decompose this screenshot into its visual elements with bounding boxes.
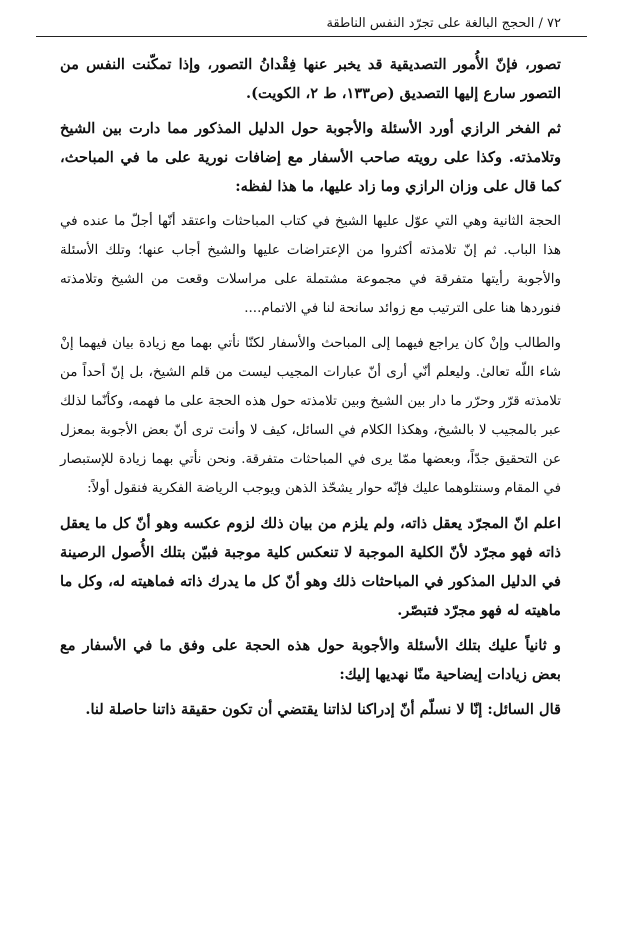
header-separator: /	[534, 16, 548, 31]
paragraph-3: اعلم انّ المجرّد يعقل ذاته، ولم يلزم من بيان ذلك لزوم عكسه وهو أنّ كل ما يعقل ذاته فهو مجرّد لأنّ الكلية الموجبة لا تنعكس كلية موجبة فبيّن بتلك الأُصول الرصينة في الدليل المذكور في المباحثات ذلك وهو أنّ كل ما يدرك ذاته فماهيته له، وكل ما ماهيته له فهو مجرّد فتبصّر.	[60, 515, 561, 619]
paragraph-1: تصور، فإنّ الأُمور التصديقية قد يخبر عنها فِقْدانُ التصور، وإذا تمكّنت النفس من التصور سارع إليها التصديق (ص١٣٣، ط ٢، الكويت).	[60, 56, 561, 102]
paragraph-4: و ثانياً عليك بتلك الأسئلة والأجوبة حول هذه الحجة على وفق ما في الأسفار مع بعض زيادات إيضاحية منّا نهديها إليك:	[60, 637, 561, 683]
running-header	[36, 12, 561, 36]
paragraph-5: قال السائل: إنّا لا نسلّم أنّ إدراكنا لذاتنا يقتضي أن تكون حقيقة ذاتنا حاصلة لنا.	[85, 701, 561, 718]
page-number: ٧٢	[547, 16, 561, 31]
book-title: الحجج البالغة على تجرّد النفس الناطقة	[326, 16, 535, 31]
quoted-paragraph-1: الحجة الثانية وهي التي عوّل عليها الشيخ في كتاب المباحثات واعتقد أنّها أجلّ ما عنده في هذا الباب. ثم إنّ تلامذته أكثروا من الإعتراضات عليها والشيخ أجاب عنها؛ وتلك الأسئلة والأجوبة رأيتها متفرقة في مجموعة مشتملة على مراسلات وقعت من الشيخ وتلامذته فنوردها هنا على الترتيب مع زوائد سانحة لنا في الاتمام....	[60, 214, 561, 316]
page-body	[60, 50, 561, 892]
paragraph-2: ثم الفخر الرازي أورد الأسئلة والأجوبة حول الدليل المذكور مما دارت بين الشيخ وتلامذته. وكذا على رويته صاحب الأسفار مع إضافات نورية على ما في المباحث، كما قال على وزان الرازي وما زاد عليها، ما هذا لفظه:	[60, 120, 561, 195]
quoted-paragraph-2: والطالب وإنْ كان يراجع فيهما إلى المباحث والأسفار لكنّا نأتي بهما مع زيادة بيان فيهما إنْ شاء اللّه تعالىٰ. وليعلم أنّي أرى أنّ عبارات المجيب ليست من قلم الشيخ، بل إنّ أحداً من تلامذته قرّر وحرّر ما دار بين الشيخ وبين تلامذته حول هذه الحجة على ما فهمه، وكأنّما لذلك عبر بالمجيب لا بالشيخ، وهكذا الكلام في السائل، كيف لا وأنت ترى أنّ بعض الأجوبة بمعزل عن التحقيق جدّاً، وبعضها ممّا يرى في المباحثات متفرقة. ونحن نأتي بهما زيادة للإستبصار في المقام وسنتلوهما عليك فإنّه حوار يشحّذ الذهن ويوجب الرياضة الفكرية فنقول أولاً:	[60, 336, 561, 496]
header-rule	[36, 36, 587, 37]
